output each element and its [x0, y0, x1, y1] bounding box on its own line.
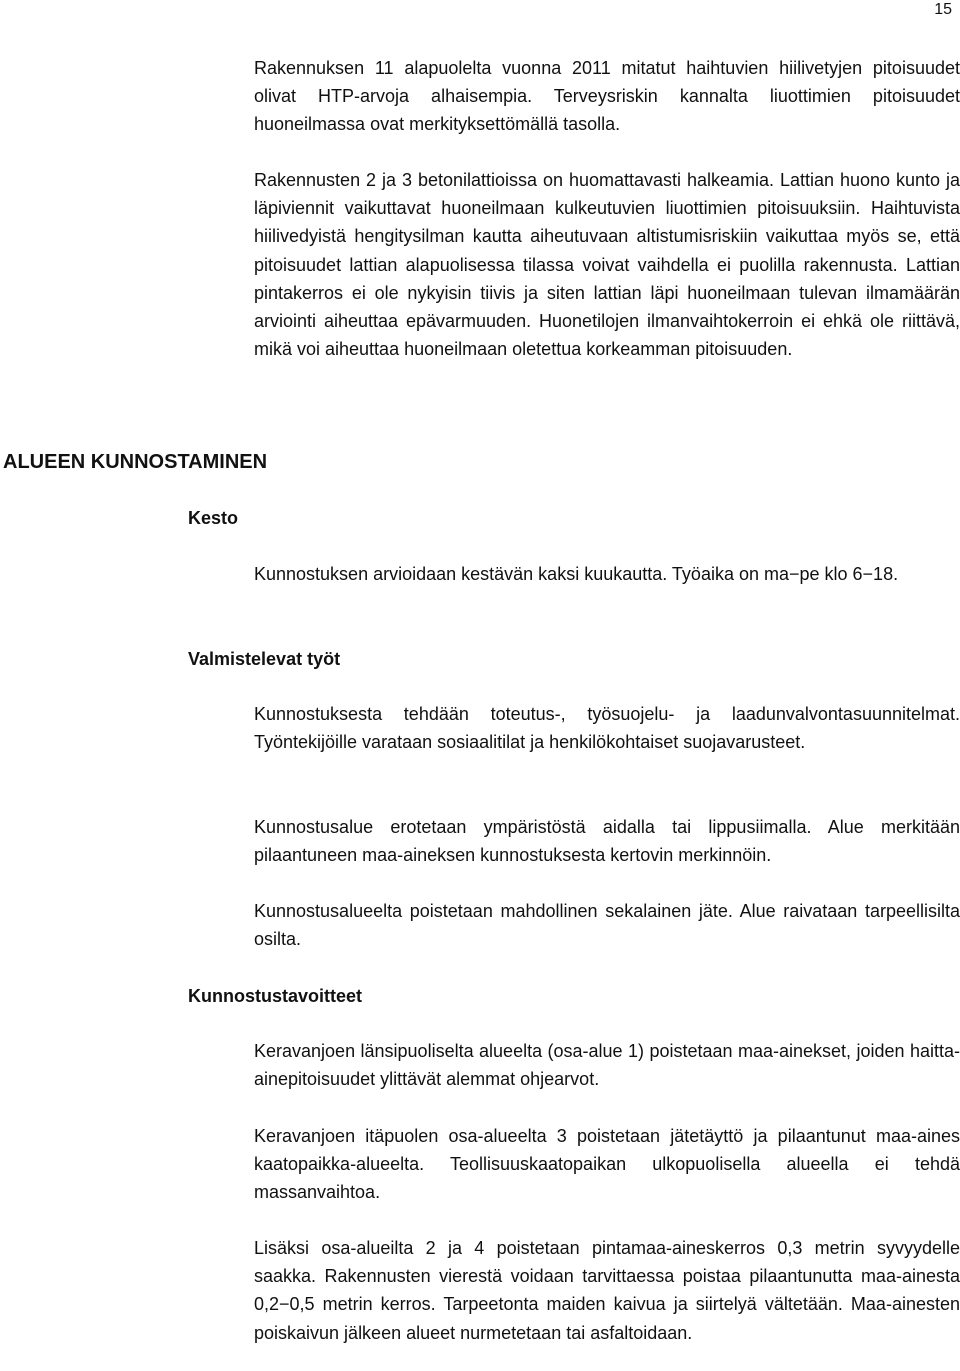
intro-paragraph-2: Rakennusten 2 ja 3 betonilattioissa on huomattavasti halkeamia. Lattian huono kunto ja läpiviennit vaikuttavat huoneilmaan kulkeutuvien liuottimien pitoisuuksiin. Haihtuvista hiilivedyistä hengitysilman kautta aiheutuvaan altistumisriskiin vaikuttaa myös se, että pitoisuudet lattian alapuolisessa tilassa voivat vaihdella ei puolilla rakennusta. Lattian pintakerros ei ole nykyisin tiivis ja siten lattian läpi huoneilmaan tulevan ilmamäärän arviointi aiheuttaa epävarmuuden. Huonetilojen ilmanvaihtokerroin ei ehkä ole riittävä, mikä voi aiheuttaa huoneilmaan oletettua korkeamman pitoisuuden.	[254, 170, 960, 360]
valmistelevat-heading: Valmistelevat työt	[188, 649, 341, 669]
tavoitteet-paragraph-1: Keravanjoen länsipuoliselta alueelta (osa-alue 1) poistetaan maa-ainekset, joiden haitta-ainepitoisuudet ylittävät alemmat ohjearvot.	[254, 1041, 960, 1090]
kesto-heading: Kesto	[188, 508, 239, 528]
tavoitteet-heading: Kunnostustavoitteet	[188, 986, 363, 1006]
valmistelevat-paragraph-3: Kunnostusalueelta poistetaan mahdollinen sekalainen jäte. Alue raivataan tarpeellisilta osilta.	[254, 901, 960, 950]
page-number: 15	[934, 1, 952, 18]
intro-paragraph-1: Rakennuksen 11 alapuolelta vuonna 2011 mitatut haihtuvien hiilivetyjen pitoisuudet olivat HTP-arvoja alhaisempia. Terveysriskin kannalta liuottimien pitoisuudet huoneilmassa ovat merkityksettömällä tasolla.	[254, 58, 960, 135]
tavoitteet-paragraph-3: Lisäksi osa-alueilta 2 ja 4 poistetaan pintamaa-aineskerros 0,3 metrin syvyydelle saakka. Rakennusten vierestä voidaan tarvittaessa poistaa pilaantunutta maa-ainesta 0,2−0,5 metrin kerros. Tarpeetonta maiden kaivua ja siirtelyä vältetään. Maa-ainesten poiskaivun jälkeen alueet nurmetetaan tai asfaltoidaan.	[254, 1238, 960, 1343]
kesto-paragraph: Kunnostuksen arvioidaan kestävän kaksi kuukautta. Työaika on ma−pe klo 6−18.	[254, 564, 899, 584]
tavoitteet-paragraph-2: Keravanjoen itäpuolen osa-alueelta 3 poistetaan jätetäyttö ja pilaantunut maa-aines kaatopaikka-alueelta. Teollisuuskaatopaikan ulkopuolisella alueella ei tehdä massanvaihtoa.	[254, 1126, 960, 1203]
valmistelevat-paragraph-2: Kunnostusalue erotetaan ympäristöstä aidalla tai lippusiimalla. Alue merkitään pilaantuneen maa-aineksen kunnostuksesta kertovin merkinnöin.	[254, 817, 960, 866]
valmistelevat-paragraph-1: Kunnostuksesta tehdään toteutus-, työsuojelu- ja laadunvalvontasuunnitelmat. Työntekijöille varataan sosiaalitilat ja henkilökohtaiset suojavarusteet.	[254, 704, 960, 753]
section-title: ALUEEN KUNNOSTAMINEN	[3, 451, 268, 473]
